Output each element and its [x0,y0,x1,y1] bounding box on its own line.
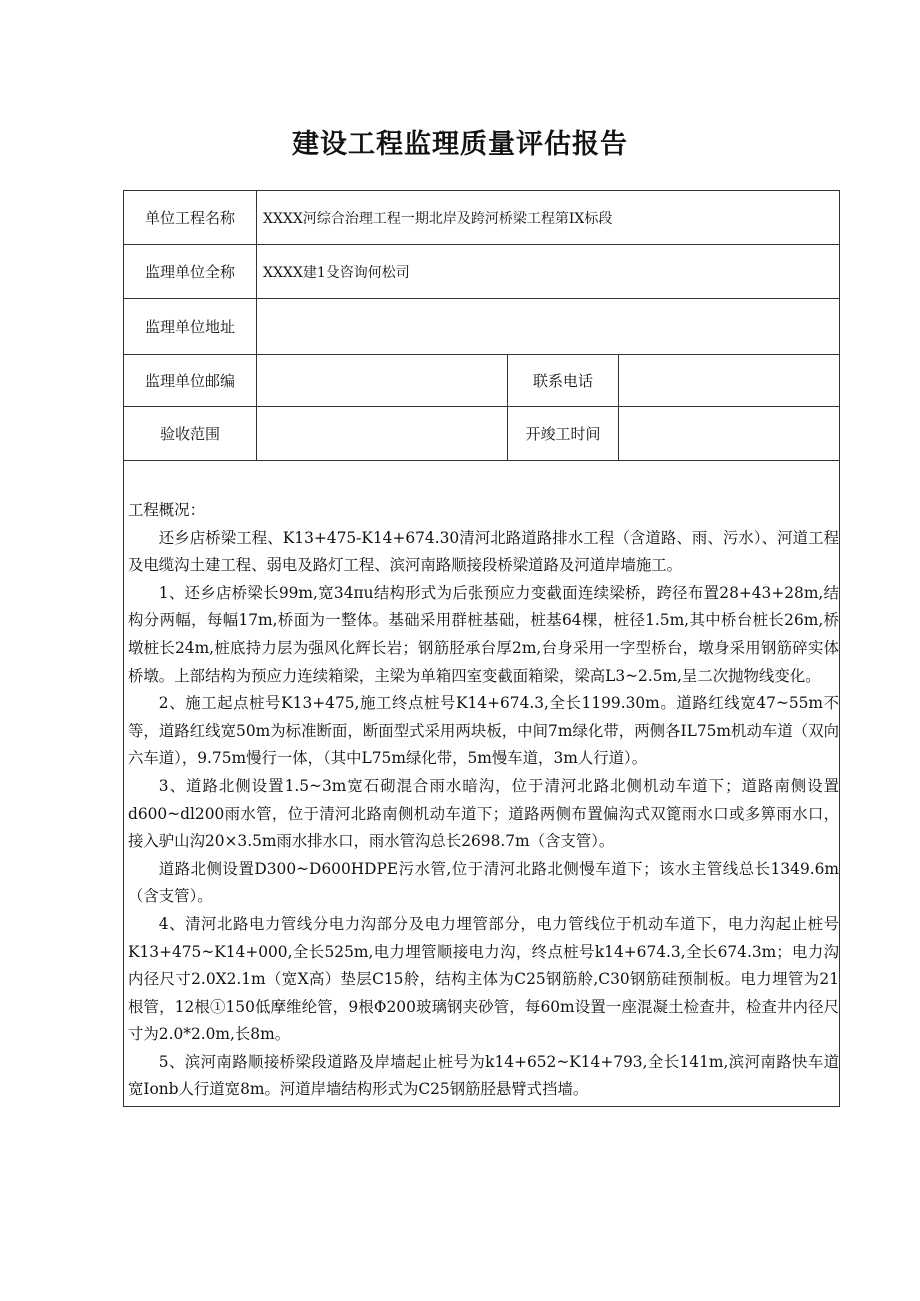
phone-label: 联系电话 [508,355,619,407]
report-info-table [123,190,840,1107]
supervisor-postcode-label: 监理单位邮编 [124,355,257,407]
overview-heading: 工程概况： [128,501,205,519]
phone-value [619,355,840,407]
overview-paragraph: 2、施工起点桩号K13+475,施工终点桩号K14+674.3,全长1199.30m。道路红线宽47~55m不等，道路红线宽50m为标准断面，断面型式采用两块板，中间7m绿化带，两侧各IL75m机动车道（双向六车道），9.75m慢行一体，（其中L75m绿化带，5m慢车道，3m人行道）。 [128,694,840,768]
table-row [124,245,840,299]
overview-paragraph: 道路北侧设置D300~D600HDPE污水管,位于清河北路北侧慢车道下；该水主管线总长1349.6m（含支管）。 [128,859,840,906]
overview-paragraph: 4、清河北路电力管线分电力沟部分及电力埋管部分，电力管线位于机动车道下，电力沟起止桩号K13+475~K14+000,全长525m,电力埋管顺接电力沟，终点桩号k14+674.3,全长674.3m；电力沟内径尺寸2.0X2.1m（宽X高）垫层C15舲，结构主体为C25钢筋舲,C30钢筋硅预制板。电力埋管为21根管，12根①150低摩维纶管，9根Φ200玻璃钢夹砂管，每60m设置一座混凝土检查井，检查井内径尺寸为2.0*2.0m,长8m。 [128,914,840,1044]
project-name-value: XXXX河综合治理工程一期北岸及跨河桥梁工程第IX标段 [257,191,840,245]
supervisor-address-label: 监理单位地址 [124,299,257,355]
project-overview-cell [124,461,840,1107]
supervisor-postcode-value [257,355,508,407]
project-overview [124,461,839,1106]
page-title: 建设工程监理质量评估报告 [292,129,628,160]
acceptance-scope-value [257,407,508,461]
supervisor-name-label: 监理单位全称 [124,245,257,299]
table-row [124,191,840,245]
overview-paragraph: 5、滨河南路顺接桥梁段道路及岸墙起止桩号为k14+652~K14+793,全长141m,滨河南路快车道宽Ionb人行道宽8m。河道岸墙结构形式为C25钢筋胫悬臂式挡墙。 [128,1052,840,1099]
table-row [124,461,840,1107]
supervisor-name-value: XXXX建1殳咨询何松司 [257,245,840,299]
supervisor-address-value [257,299,840,355]
overview-paragraph: 1、还乡店桥梁长99m,宽34πu结构形式为后张预应力变截面连续梁桥，跨径布置28+43+28m,结构分两幅，每幅17m,桥面为一整体。基础采用群桩基础，桩基64棵，桩径1.5m,其中桥台桩长26m,桥墩桩长24m,桩底持力层为强风化辉长岩；钢筋胫承台厚2m,台身采用一字型桥台，墩身采用钢筋碎实体桥墩。上部结构为预应力连续箱梁，主梁为单箱四室变截面箱梁，梁高L3~2.5m,呈二次抛物线变化。 [128,583,840,685]
work-period-label: 开竣工时间 [508,407,619,461]
table-row [124,355,840,407]
table-row [124,407,840,461]
project-name-label: 单位工程名称 [124,191,257,245]
acceptance-scope-label: 验收范围 [124,407,257,461]
work-period-value [619,407,840,461]
table-row [124,299,840,355]
overview-paragraph: 3、道路北侧设置1.5~3m宽石砌混合雨水暗沟，位于清河北路北侧机动车道下；道路南侧设置d600~dl200雨水管，位于清河北路南侧机动车道下；道路两侧布置偏沟式双篦雨水口或多箅雨水口，接入驴山沟20×3.5m雨水排水口，雨水管沟总长2698.7m（含支管）。 [128,776,840,851]
overview-paragraph: 还乡店桥梁工程、K13+475-K14+674.30清河北路道路排水工程（含道路、雨、污水）、河道工程及电缆沟土建工程、弱电及路灯工程、滨河南路顺接段桥梁道路及河道岸墙施工。 [128,528,840,575]
